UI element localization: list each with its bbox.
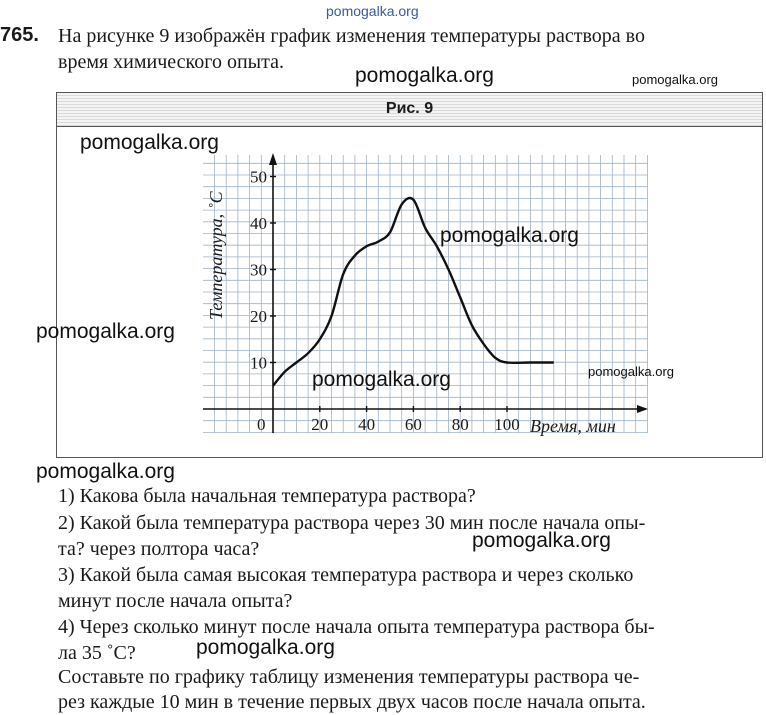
watermark: pomogalka.org <box>632 72 718 87</box>
data-point <box>471 324 473 326</box>
question-2: та? через полтора часа? <box>58 538 260 560</box>
y-tick-label: 30 <box>250 260 267 280</box>
question-4: 4) Через сколько минут после начала опыта температура раствора бы- <box>58 616 655 638</box>
watermark: pomogalka.org <box>312 368 451 391</box>
data-point <box>389 231 391 233</box>
watermark: pomogalka.org <box>355 64 494 87</box>
watermark: pomogalka.org <box>326 3 419 19</box>
data-point <box>295 362 297 364</box>
data-point <box>506 362 508 364</box>
data-point <box>459 296 461 298</box>
x-tick-label: 100 <box>494 415 520 434</box>
x-axis-label: Время, мин <box>530 416 616 436</box>
data-point <box>412 199 414 201</box>
task-text: рез каждые 10 мин в течение первых двух часов после начала опыта. <box>58 691 646 713</box>
data-point <box>377 241 379 243</box>
data-point <box>401 203 403 205</box>
figure-caption: Рис. 9 <box>385 100 434 117</box>
data-point <box>331 315 333 317</box>
watermark: pomogalka.org <box>588 364 674 379</box>
problem-number: 765. <box>0 24 39 46</box>
watermark: pomogalka.org <box>196 636 335 659</box>
x-tick-label: 20 <box>311 415 329 434</box>
intro-line: На рисунке 9 изображён график изменения температуры раствора во <box>58 25 645 47</box>
data-point <box>272 385 274 387</box>
question-4: ла 35 ˚С? <box>58 642 136 664</box>
data-point <box>424 227 426 229</box>
question-3: минут после начала опыта? <box>58 590 293 612</box>
data-point <box>448 269 450 271</box>
x-tick-label: 80 <box>451 415 469 434</box>
question-2: 2) Какой была температура раствора через 30 мин после начала опы- <box>58 512 646 534</box>
x-tick-label: 40 <box>358 415 376 434</box>
data-point <box>553 362 555 364</box>
y-axis-arrow <box>269 153 277 165</box>
data-point <box>366 245 368 247</box>
data-point <box>307 352 309 354</box>
y-tick-label: 50 <box>250 167 267 187</box>
data-point <box>494 357 496 359</box>
y-tick-label: 10 <box>250 353 267 373</box>
y-tick-label: 20 <box>250 307 267 326</box>
origin-label: 0 <box>257 415 266 434</box>
data-point <box>319 338 321 340</box>
data-point <box>342 273 344 275</box>
x-axis-arrow <box>637 405 648 413</box>
watermark: pomogalka.org <box>36 320 175 343</box>
watermark: pomogalka.org <box>36 460 175 483</box>
watermark: pomogalka.org <box>472 529 611 552</box>
intro-line: время химического опыта. <box>58 51 284 73</box>
y-tick-label: 40 <box>250 214 267 233</box>
watermark: pomogalka.org <box>440 224 579 247</box>
watermark: pomogalka.org <box>80 131 219 154</box>
data-point <box>483 343 485 345</box>
question-1: 1) Какова была начальная температура раствора? <box>58 485 476 507</box>
question-3: 3) Какой была самая высокая температура раствора и через сколько <box>58 564 634 586</box>
task-text: Составьте по графику таблицу изменения температуры раствора че- <box>58 666 640 688</box>
y-axis-label: Температура, ˚С <box>206 191 226 320</box>
data-point <box>436 245 438 247</box>
x-tick-label: 60 <box>404 415 422 434</box>
data-point <box>529 362 531 364</box>
data-point <box>284 371 286 373</box>
data-point <box>354 255 356 257</box>
